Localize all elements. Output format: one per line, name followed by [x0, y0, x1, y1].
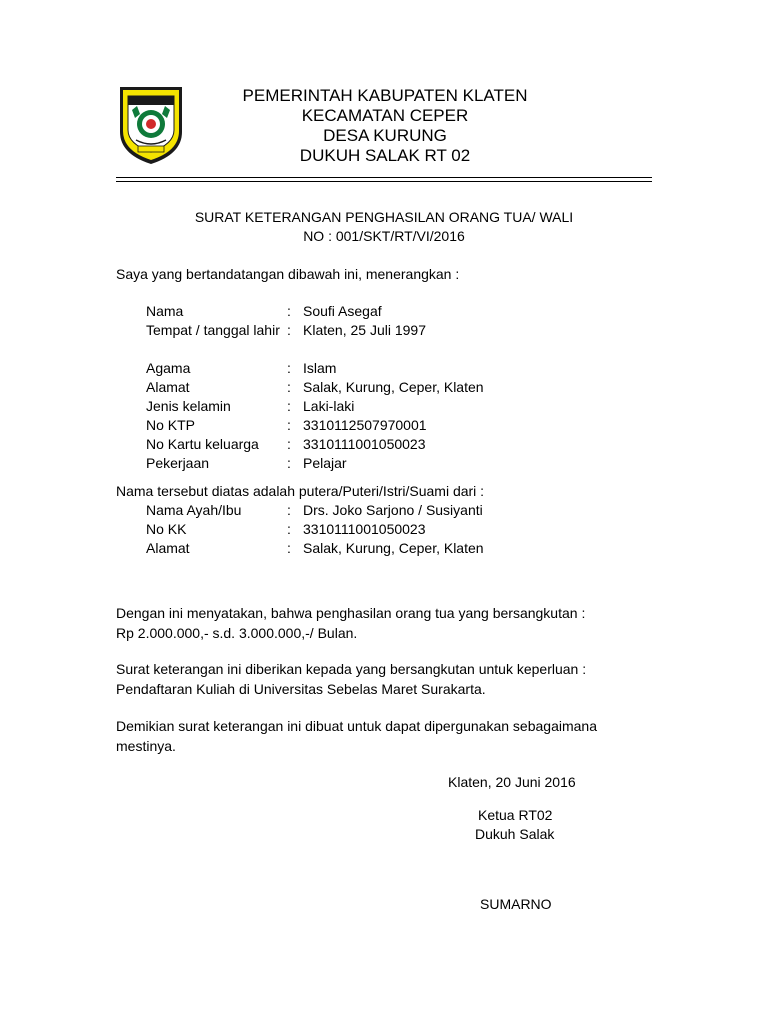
signature-position: Ketua RT02: [478, 807, 553, 823]
letterhead-village: DESA KURUNG: [323, 126, 447, 145]
income-amount: Rp 2.000.000,- s.d. 3.000.000,-/ Bulan.: [116, 625, 358, 641]
field-label: Agama: [146, 360, 191, 376]
field-separator: :: [287, 436, 291, 452]
field-separator: :: [287, 455, 291, 471]
intro-statement: Saya yang bertandatangan dibawah ini, menerangkan :: [116, 266, 460, 282]
signature-area: Dukuh Salak: [475, 826, 555, 842]
letterhead-hamlet: DUKUH SALAK RT 02: [299, 146, 471, 165]
field-label: Pekerjaan: [146, 455, 210, 471]
field-separator: :: [287, 379, 291, 395]
field-separator: :: [287, 502, 291, 518]
letterhead-government: PEMERINTAH KABUPATEN KLATEN: [242, 86, 528, 105]
closing-statement: Demikian surat keterangan ini dibuat untuk dapat dipergunakan sebagaimana: [116, 718, 597, 734]
field-value: 3310112507970001: [303, 417, 427, 433]
field-value: Pelajar: [303, 455, 347, 471]
field-value: 3310111001050023: [303, 521, 426, 537]
closing-statement-end: mestinya.: [116, 738, 176, 754]
field-value: 3310111001050023: [303, 436, 426, 452]
field-label: Jenis kelamin: [146, 398, 231, 414]
field-value: Islam: [303, 360, 337, 376]
letterhead: [190, 86, 580, 166]
field-label: No KK: [146, 521, 187, 537]
field-separator: :: [287, 303, 291, 319]
field-value: Klaten, 25 Juli 1997: [303, 322, 426, 338]
field-separator: :: [287, 360, 291, 376]
signatory-name: SUMARNO: [480, 896, 552, 912]
document-title: [116, 208, 652, 246]
field-label: Nama Ayah/Ibu: [146, 502, 242, 518]
purpose-statement: Surat keterangan ini diberikan kepada yang bersangkutan untuk keperluan :: [116, 661, 587, 677]
field-value: Drs. Joko Sarjono / Susiyanti: [303, 502, 483, 518]
field-label: Nama: [146, 303, 184, 319]
parent-intro: Nama tersebut diatas adalah putera/Puteri/Istri/Suami dari :: [116, 483, 485, 499]
document-title-main: SURAT KETERANGAN PENGHASILAN ORANG TUA/ WALI: [194, 209, 574, 225]
purpose-detail: Pendaftaran Kuliah di Universitas Sebelas Maret Surakarta.: [116, 681, 486, 697]
field-separator: :: [287, 398, 291, 414]
field-label: Alamat: [146, 379, 190, 395]
signature-place-date: Klaten, 20 Juni 2016: [448, 774, 576, 790]
letterhead-divider: [116, 177, 652, 178]
letterhead-district: KECAMATAN CEPER: [301, 106, 469, 125]
field-separator: :: [287, 540, 291, 556]
field-separator: :: [287, 521, 291, 537]
field-value: Soufi Asegaf: [303, 303, 382, 319]
field-label: Tempat / tanggal lahir: [146, 322, 280, 338]
field-label: No KTP: [146, 417, 196, 433]
field-separator: :: [287, 322, 291, 338]
field-value: Laki-laki: [303, 398, 355, 414]
field-label: Alamat: [146, 540, 190, 556]
income-statement: Dengan ini menyatakan, bahwa penghasilan orang tua yang bersangkutan :: [116, 605, 586, 621]
field-value: Salak, Kurung, Ceper, Klaten: [303, 379, 484, 395]
field-label: No Kartu keluarga: [146, 436, 259, 452]
field-value: Salak, Kurung, Ceper, Klaten: [303, 540, 484, 556]
field-separator: :: [287, 417, 291, 433]
klaten-regency-emblem: [118, 84, 184, 166]
document-number: NO : 001/SKT/RT/VI/2016: [303, 228, 465, 244]
letterhead-divider-secondary: [116, 181, 652, 182]
